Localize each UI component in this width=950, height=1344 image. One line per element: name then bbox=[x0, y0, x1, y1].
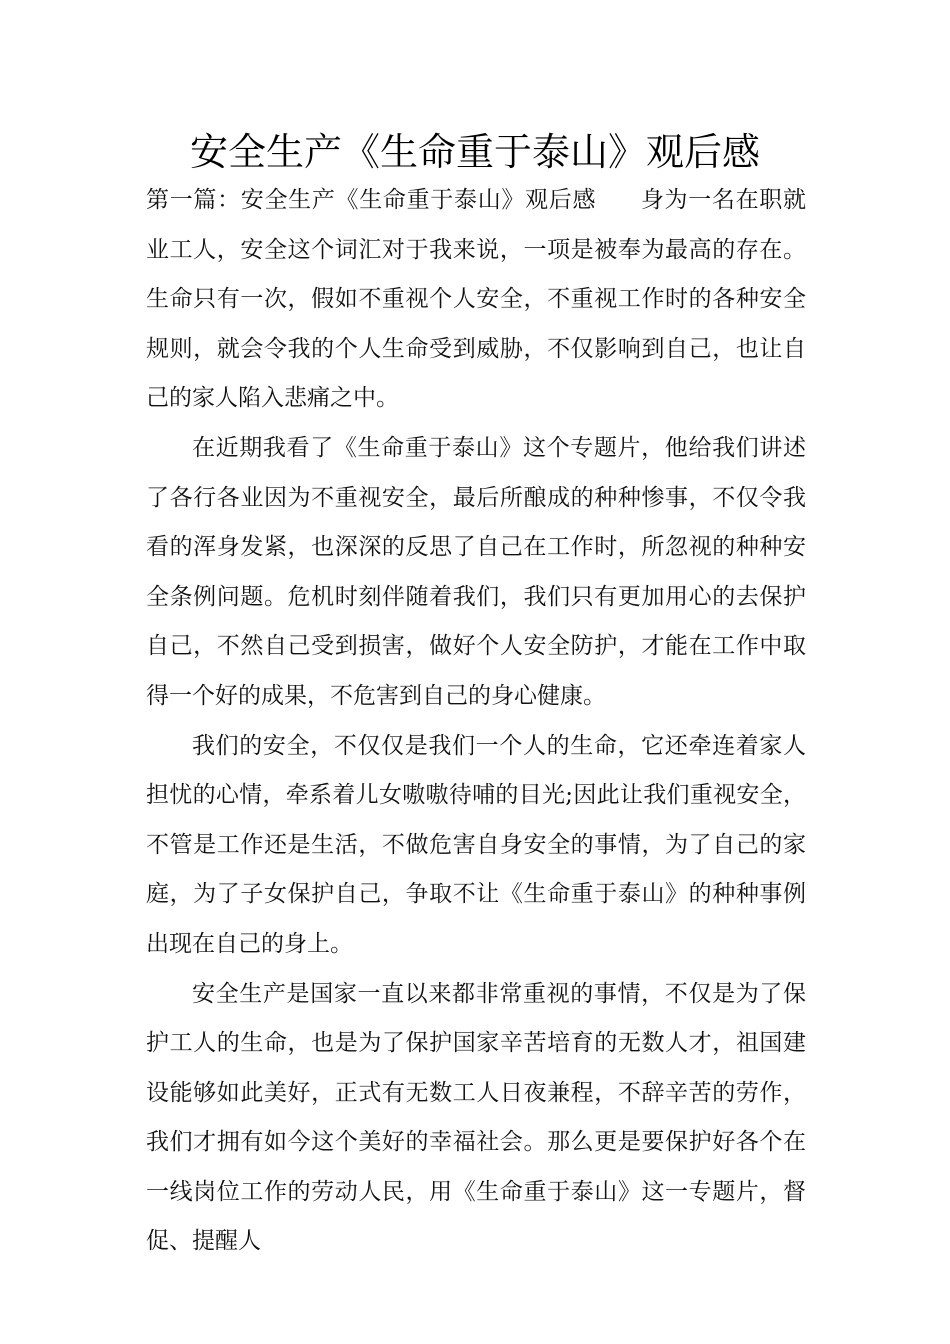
section-heading: 第一篇：安全生产《生命重于泰山》观后感 bbox=[146, 187, 597, 213]
paragraph-1 bbox=[146, 176, 806, 424]
document-title: 安全生产《生命重于泰山》观后感 bbox=[189, 130, 760, 174]
document-body bbox=[146, 176, 806, 1267]
paragraph-1-text: 身为一名在职就业工人，安全这个词汇对于我来说，一项是被奉为最高的存在。生命只有一次，假如不重视个人安全，不重视工作时的各种安全规则，就会令我的个人生命受到威胁，不仅影响到自己，也让自己的家人陷入悲痛之中。 bbox=[146, 187, 807, 412]
paragraph-4: 安全生产是国家一直以来都非常重视的事情，不仅是为了保护工人的生命，也是为了保护国家辛苦培育的无数人才，祖国建设能够如此美好，正式有无数工人日夜兼程，不辞辛苦的劳作，我们才拥有如今这个美好的幸福社会。那么更是要保护好各个在一线岗位工作的劳动人民，用《生命重于泰山》这一专题片，督促、提醒人 bbox=[146, 980, 806, 1255]
paragraph-2: 在近期我看了《生命重于泰山》这个专题片，他给我们讲述了各行各业因为不重视安全，最后所酿成的种种惨事，不仅令我看的浑身发紧，也深深的反思了自己在工作时，所忽视的种种安全条例问题。危机时刻伴随着我们，我们只有更加用心的去保护自己，不然自己受到损害，做好个人安全防护，才能在工作中取得一个好的成果，不危害到自己的身心健康。 bbox=[146, 434, 806, 709]
paragraph-3: 我们的安全，不仅仅是我们一个人的生命，它还牵连着家人担忧的心情，牵系着儿女嗷嗷待哺的目光;因此让我们重视安全，不管是工作还是生活，不做危害自身安全的事情，为了自己的家庭，为了子女保护自己，争取不让《生命重于泰山》的种种事例出现在自己的身上。 bbox=[146, 732, 806, 957]
